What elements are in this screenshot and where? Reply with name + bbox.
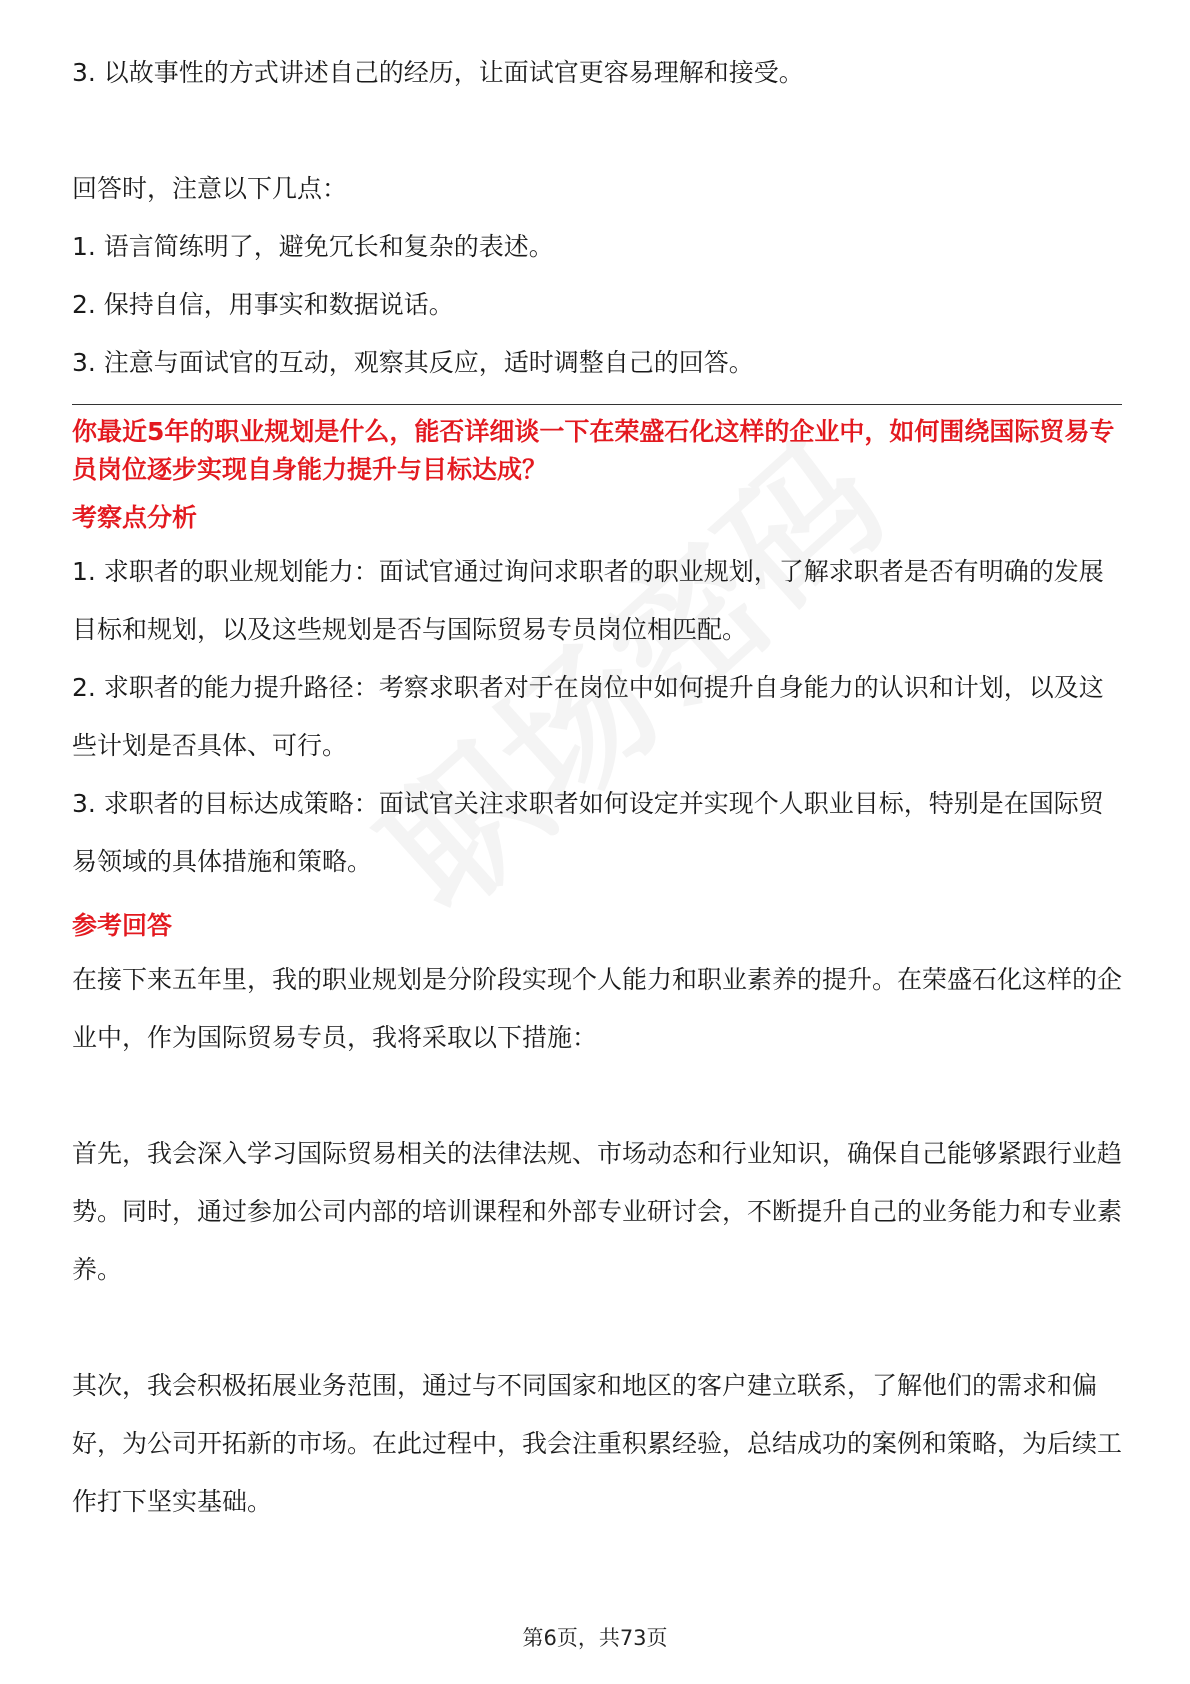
analysis-title: 考察点分析 bbox=[72, 503, 198, 532]
tip-item-2: 2. 保持自信，用事实和数据说话。 bbox=[72, 290, 454, 319]
section-divider bbox=[72, 404, 1122, 405]
answer-paragraph-1: 在接下来五年里，我的职业规划是分阶段实现个人能力和职业素养的提升。在荣盛石化这样的企业中，作为国际贸易专员，我将采取以下措施： bbox=[72, 965, 1123, 1052]
page-number: 第6页，共73页 bbox=[522, 1626, 668, 1650]
page-content bbox=[72, 44, 1122, 1531]
analysis-item-3: 3. 求职者的目标达成策略：面试官关注求职者如何设定并实现个人职业目标，特别是在国际贸易领域的具体措施和策略。 bbox=[72, 789, 1104, 876]
top-line: 3. 以故事性的方式讲述自己的经历，让面试官更容易理解和接受。 bbox=[72, 58, 804, 87]
tip-item-3: 3. 注意与面试官的互动，观察其反应，适时调整自己的回答。 bbox=[72, 348, 754, 377]
analysis-item-2: 2. 求职者的能力提升路径：考察求职者对于在岗位中如何提升自身能力的认识和计划，以及这些计划是否具体、可行。 bbox=[72, 673, 1104, 760]
tip-item-1: 1. 语言简练明了，避免冗长和复杂的表述。 bbox=[72, 232, 554, 261]
answer-paragraph-3: 其次，我会积极拓展业务范围，通过与不同国家和地区的客户建立联系，了解他们的需求和偏好，为公司开拓新的市场。在此过程中，我会注重积累经验，总结成功的案例和策略，为后续工作打下坚实基础。 bbox=[72, 1371, 1123, 1516]
analysis-item-1: 1. 求职者的职业规划能力：面试官通过询问求职者的职业规划，了解求职者是否有明确的发展目标和规划，以及这些规划是否与国际贸易专员岗位相匹配。 bbox=[72, 557, 1104, 644]
answer-tips-intro: 回答时，注意以下几点： bbox=[72, 174, 348, 203]
question-heading: 你最近5年的职业规划是什么，能否详细谈一下在荣盛石化这样的企业中，如何围绕国际贸易专员岗位逐步实现自身能力提升与目标达成？ bbox=[72, 417, 1115, 484]
answer-paragraph-2: 首先，我会深入学习国际贸易相关的法律法规、市场动态和行业知识，确保自己能够紧跟行业趋势。同时，通过参加公司内部的培训课程和外部专业研讨会，不断提升自己的业务能力和专业素养。 bbox=[72, 1139, 1123, 1284]
answer-title: 参考回答 bbox=[72, 911, 173, 940]
